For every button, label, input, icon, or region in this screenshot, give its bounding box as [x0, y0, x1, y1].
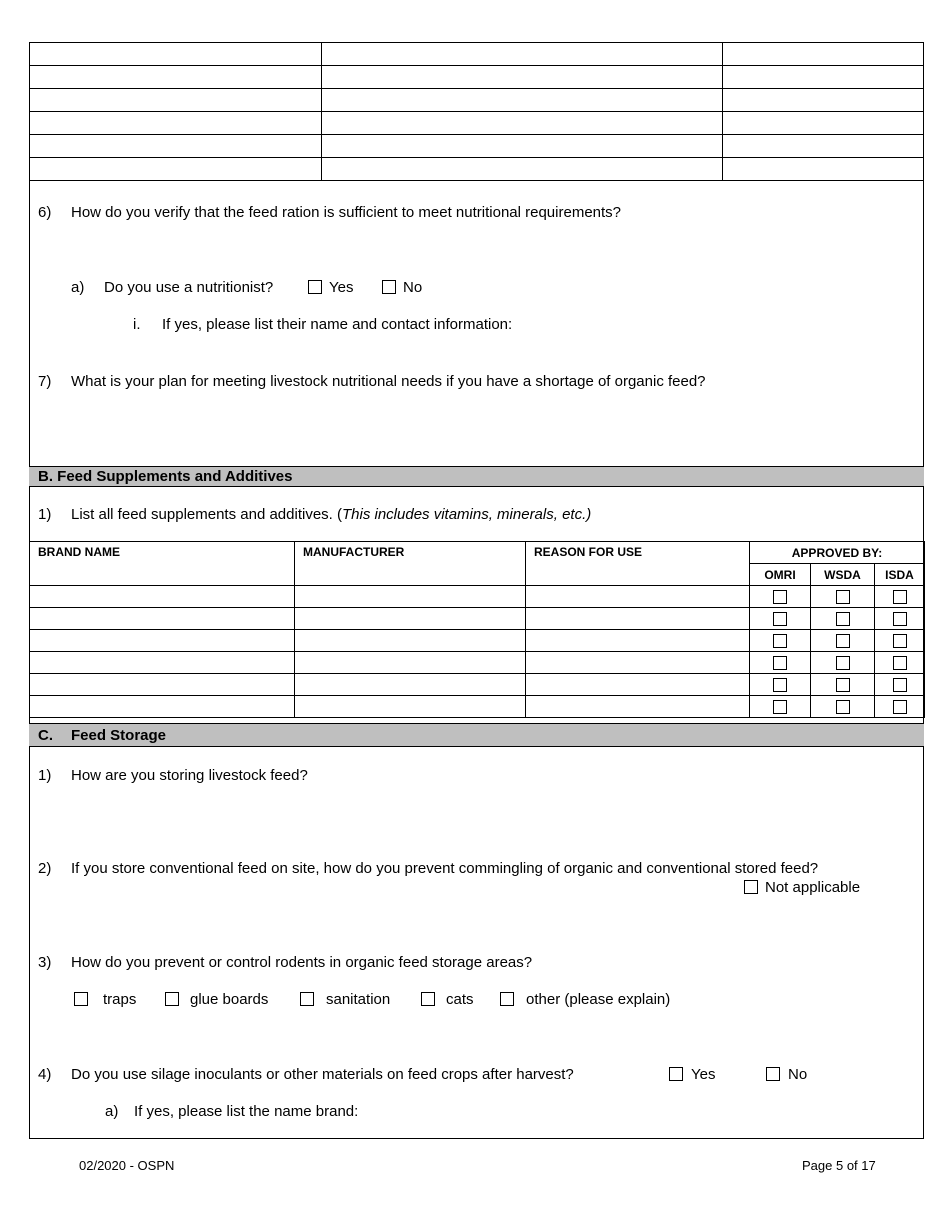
table-cell[interactable] [723, 112, 924, 135]
silage-yes-label: Yes [691, 1066, 716, 1083]
omri-checkbox[interactable] [773, 656, 787, 670]
nutritionist-yes-checkbox[interactable] [308, 280, 322, 294]
wsda-header: WSDA [811, 564, 875, 586]
section-c-title: Feed Storage [71, 727, 167, 744]
isda-cell [875, 674, 925, 696]
other-label: other (please explain) [526, 991, 671, 1008]
omri-header: OMRI [750, 564, 811, 586]
omri-checkbox[interactable] [773, 590, 787, 604]
wsda-cell [811, 674, 875, 696]
table-row [30, 89, 924, 112]
cats-checkbox[interactable] [421, 992, 435, 1006]
manufacturer-cell[interactable] [295, 696, 526, 718]
traps-checkbox[interactable] [74, 992, 88, 1006]
table-cell[interactable] [30, 135, 322, 158]
q7-number: 7) [38, 373, 52, 390]
manufacturer-cell[interactable] [295, 608, 526, 630]
reason-cell[interactable] [526, 696, 750, 718]
c-q2-number: 2) [38, 860, 52, 877]
isda-checkbox[interactable] [893, 656, 907, 670]
isda-cell [875, 696, 925, 718]
wsda-checkbox[interactable] [836, 612, 850, 626]
q6a-text: Do you use a nutritionist? [104, 279, 274, 296]
table-row [30, 66, 924, 89]
table-cell[interactable] [30, 66, 322, 89]
table-cell[interactable] [321, 135, 723, 158]
brand-cell[interactable] [30, 674, 295, 696]
c-q1-number: 1) [38, 767, 52, 784]
wsda-checkbox[interactable] [836, 656, 850, 670]
omri-cell [750, 696, 811, 718]
omri-checkbox[interactable] [773, 678, 787, 692]
wsda-checkbox[interactable] [836, 590, 850, 604]
table-row [30, 586, 925, 608]
table-cell[interactable] [723, 66, 924, 89]
q6ai-number: i. [133, 316, 141, 333]
nutritionist-no-checkbox[interactable] [382, 280, 396, 294]
wsda-cell [811, 630, 875, 652]
table-cell[interactable] [723, 158, 924, 181]
table-row [30, 696, 925, 718]
not-applicable-label: Not applicable [765, 879, 861, 896]
omri-cell [750, 652, 811, 674]
isda-checkbox[interactable] [893, 590, 907, 604]
c-q4a-number: a) [105, 1103, 119, 1120]
table-cell[interactable] [321, 89, 723, 112]
table-row [30, 674, 925, 696]
b-q1-main: List all feed supplements and additives. ( [71, 506, 342, 523]
table-cell[interactable] [321, 112, 723, 135]
isda-checkbox[interactable] [893, 634, 907, 648]
sanitation-label: sanitation [326, 991, 391, 1008]
c-q4a-text: If yes, please list the name brand: [134, 1103, 359, 1120]
wsda-checkbox[interactable] [836, 700, 850, 714]
glue-boards-label: glue boards [190, 991, 269, 1008]
wsda-cell [811, 586, 875, 608]
table-row [30, 43, 924, 66]
approved-by-header: APPROVED BY: [750, 542, 925, 564]
table-cell[interactable] [723, 43, 924, 66]
table-row [30, 608, 925, 630]
q6a-number: a) [71, 279, 85, 296]
c-q1-text: How are you storing livestock feed? [71, 767, 308, 784]
silage-yes-checkbox[interactable] [669, 1067, 683, 1081]
table-cell[interactable] [723, 135, 924, 158]
section-c-header [29, 723, 924, 747]
reason-cell[interactable] [526, 608, 750, 630]
traps-label: traps [103, 991, 137, 1008]
supplements-header-row [30, 542, 925, 564]
brand-cell[interactable] [30, 586, 295, 608]
reason-cell[interactable] [526, 652, 750, 674]
other-checkbox[interactable] [500, 992, 514, 1006]
sanitation-checkbox[interactable] [300, 992, 314, 1006]
manufacturer-cell[interactable] [295, 674, 526, 696]
q6-text: How do you verify that the feed ration is sufficient to meet nutritional requirements? [71, 204, 622, 221]
silage-no-checkbox[interactable] [766, 1067, 780, 1081]
supplements-table [29, 541, 925, 718]
wsda-cell [811, 608, 875, 630]
table-row [30, 652, 925, 674]
wsda-cell [811, 696, 875, 718]
brand-cell[interactable] [30, 696, 295, 718]
omri-checkbox[interactable] [773, 612, 787, 626]
glue-boards-checkbox[interactable] [165, 992, 179, 1006]
c-q2-text: If you store conventional feed on site, how do you prevent commingling of organic and conventional stored feed? [71, 860, 819, 877]
q6ai-text: If yes, please list their name and contact information: [162, 316, 513, 333]
wsda-checkbox[interactable] [836, 634, 850, 648]
brand-cell[interactable] [30, 652, 295, 674]
c-q3-number: 3) [38, 954, 52, 971]
footer-page-number: Page 5 of 17 [802, 1158, 876, 1173]
brand-cell[interactable] [30, 630, 295, 652]
manufacturer-cell[interactable] [295, 586, 526, 608]
table-cell[interactable] [321, 66, 723, 89]
isda-cell [875, 630, 925, 652]
table-row [30, 158, 924, 181]
omri-cell [750, 586, 811, 608]
omri-checkbox[interactable] [773, 700, 787, 714]
cats-label: cats [446, 991, 474, 1008]
isda-cell [875, 586, 925, 608]
b-q1-italic: This includes vitamins, minerals, etc.) [342, 506, 592, 523]
isda-checkbox[interactable] [893, 700, 907, 714]
omri-checkbox[interactable] [773, 634, 787, 648]
table-cell[interactable] [321, 43, 723, 66]
isda-header: ISDA [875, 564, 925, 586]
section-c-letter: C. [38, 727, 53, 744]
manufacturer-header: MANUFACTURER [295, 542, 526, 586]
top-blank-table [29, 42, 924, 181]
c-q4-text: Do you use silage inoculants or other materials on feed crops after harvest? [71, 1066, 574, 1083]
reason-cell[interactable] [526, 586, 750, 608]
omri-cell [750, 630, 811, 652]
b-q1-number: 1) [38, 506, 52, 523]
manufacturer-cell[interactable] [295, 652, 526, 674]
silage-no-label: No [788, 1066, 808, 1083]
nutritionist-yes-label: Yes [329, 279, 354, 296]
nutritionist-no-label: No [403, 279, 423, 296]
section-b-header: B. Feed Supplements and Additives [29, 466, 924, 487]
reason-cell[interactable] [526, 630, 750, 652]
brand-cell[interactable] [30, 608, 295, 630]
table-cell[interactable] [30, 89, 322, 112]
q7-text: What is your plan for meeting livestock nutritional needs if you have a shortage of organic feed? [71, 373, 706, 390]
table-cell[interactable] [30, 158, 322, 181]
q6-number: 6) [38, 204, 52, 221]
reason-header: REASON FOR USE [526, 542, 750, 586]
table-cell[interactable] [30, 43, 322, 66]
table-row [30, 630, 925, 652]
isda-checkbox[interactable] [893, 678, 907, 692]
footer-revision: 02/2020 - OSPN [79, 1158, 175, 1173]
omri-cell [750, 674, 811, 696]
table-cell[interactable] [30, 112, 322, 135]
reason-cell[interactable] [526, 674, 750, 696]
isda-cell [875, 608, 925, 630]
wsda-checkbox[interactable] [836, 678, 850, 692]
not-applicable-checkbox[interactable] [744, 880, 758, 894]
isda-cell [875, 652, 925, 674]
c-q4-number: 4) [38, 1066, 52, 1083]
table-row [30, 112, 924, 135]
c-q3-text: How do you prevent or control rodents in organic feed storage areas? [71, 954, 533, 971]
wsda-cell [811, 652, 875, 674]
b-q1-text [71, 506, 591, 523]
manufacturer-cell[interactable] [295, 630, 526, 652]
table-row [30, 135, 924, 158]
brand-name-header: BRAND NAME [30, 542, 295, 586]
omri-cell [750, 608, 811, 630]
table-cell[interactable] [321, 158, 723, 181]
isda-checkbox[interactable] [893, 612, 907, 626]
table-cell[interactable] [723, 89, 924, 112]
